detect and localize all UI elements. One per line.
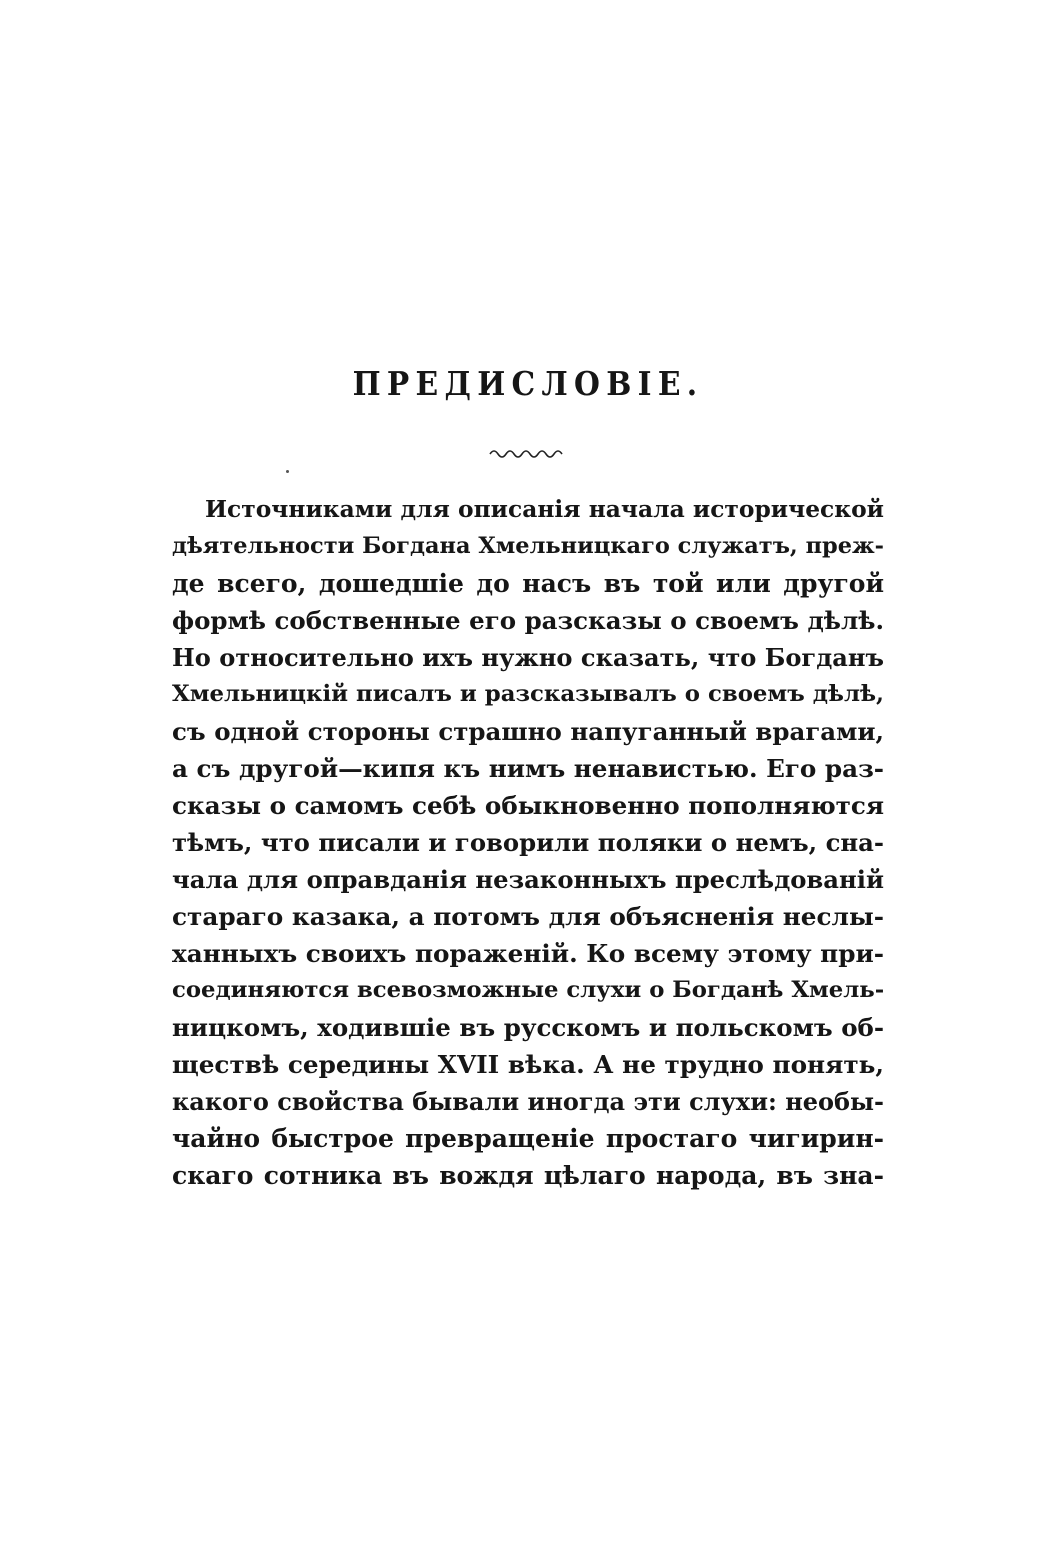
text-line: ществѣ середины XVII вѣка. А не трудно понять, [172, 1050, 884, 1079]
text-line: сказы о самомъ себѣ обыкновенно пополняются [172, 791, 884, 820]
text-line: чала для оправданія незаконныхъ преслѣдованій [172, 865, 884, 894]
text-line: какого свойства бывали иногда эти слухи: необы- [172, 1087, 884, 1116]
text-line: съ одной стороны страшно напуганный врагами, [172, 717, 884, 746]
text-line: а съ другой—кипя къ нимъ ненавистью. Его раз- [172, 754, 884, 783]
text-line: Источниками для описанія начала исторической [205, 495, 884, 523]
page-heading: ПРЕДИСЛОВІЕ. [352, 364, 704, 403]
preface-paragraph [172, 491, 884, 1194]
text-line: Хмельницкій писалъ и разсказывалъ о своемъ дѣлѣ, [172, 681, 884, 707]
text-line: стараго казака, а потомъ для объясненія неслы- [172, 902, 884, 931]
text-line: соединяются всевозможные слухи о Богданѣ Хмель- [172, 977, 885, 1003]
wavy-ornament-icon [488, 444, 568, 460]
text-line: дѣятельности Богдана Хмельницкаго служатъ, преж- [172, 533, 884, 559]
text-line: формѣ собственные его разсказы о своемъ дѣлѣ. [172, 606, 884, 635]
text-line: чайно быстрое превращеніе простаго чигирин- [172, 1124, 884, 1153]
text-line: ницкомъ, ходившіе въ русскомъ и польскомъ об- [172, 1013, 884, 1042]
text-line: де всего, дошедшіе до насъ въ той или другой [172, 569, 884, 598]
print-speck [286, 470, 289, 473]
text-line: тѣмъ, что писали и говорили поляки о немъ, сна- [172, 828, 884, 857]
text-line: скаго сотника въ вождя цѣлаго народа, въ зна- [172, 1161, 884, 1190]
text-line: ханныхъ своихъ пораженій. Ко всему этому при- [172, 939, 884, 968]
text-line: Но относительно ихъ нужно сказать, что Богданъ [172, 643, 884, 672]
